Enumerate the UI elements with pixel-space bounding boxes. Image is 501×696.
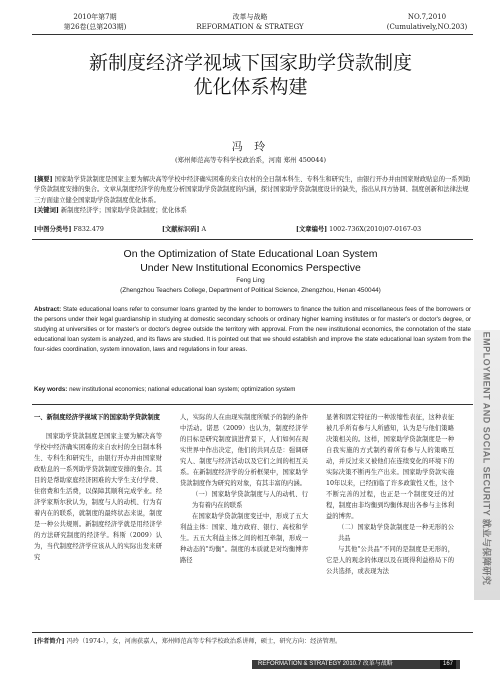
clc-code: [中图分类号] F832.479 [34, 226, 104, 233]
paragraph: 显著和固定特征的一种浓缩性表征，这种表征被几乎所有参与人所感知，认为是与他们策略决策相关的。这样，国家助学贷款制度是一种自我实施的方式制约着所有参与人的策略互动，并反过来又被他们在连续变化的环境下的实际决策不断再生产出来。国家助学贷款实施10年以来，已经面临了许多政策性又性，这个不断完善的过程，也正是一个制度变迁的过程，制度由非均衡到均衡体现出各参与主体利益的博弈。 [326, 414, 454, 520]
keywords-cn-text: 新制度经济学；国家助学贷款制度；优化体系 [60, 207, 187, 215]
paragraph: 国家助学贷款制度是国家主要为解决高等学校中经济确实困难的来自农村的全日制本科生、专科生和研究生，由银行开办并由国家财政贴息的一系列助学贷款制度安排的集合。其目的是帮助家庭经济困难的大学生支付学费、住宿费和生活费，以保障其顺利完成学业。经济学家斯尔狄认为，制度与人的动机、行为有着内在的联系，就制度的最终状态来说，制度是一种公共规则。新制度经济学就是用经济学的方法研究制度的经济学。科斯（2009）认为，当代制度经济学应该从人的实际出发来研究 [34, 433, 162, 561]
english-keywords [34, 385, 471, 395]
footer-journal: REFORMATION & STRATEGY 2010.7 改革与战略 [258, 661, 393, 667]
journal-name-cn: 改革与战略 [232, 13, 268, 21]
english-keywords-text: new institutional economics; national educational loan system; optimization system [69, 386, 296, 393]
english-abstract-label: Abstract: [34, 306, 62, 313]
author-bio-footnote [34, 637, 471, 647]
keywords-cn-label: [关键词] [34, 207, 59, 215]
paragraph: 与其他"公共品"不同的是制度是无形的，它是人的观念的体现以及在既得利益格局下的公共选择，或表现为法 [326, 546, 454, 575]
article-title-line1: 新制度经济学视域下国家助学贷款制度 [88, 52, 412, 74]
abstract-cn-text: 国家助学贷款制度是国家主要为解决高等学校中经济确实困难的来自农村的全日制本科生、专科生和研究生，由银行开办并由国家财政贴息的一系列助学贷款制度安排的集合。文章从制度经济学的角度分析国家助学贷款制度的内涵，探讨国家助学贷款制度设计的缺失，指出从四方协调、制度创新和法律法规三方面建立健全国家助学贷款制度优化体系。 [34, 176, 471, 204]
paragraph: 在国家助学贷款制度变迁中，形成了五大利益主体：国家、地方政府、银行、高校和学生。五五大利益主体之间的相互牵制，形成一种动态的"均衡"。制度的本质就是对均衡博弈路径 [180, 513, 308, 564]
english-author: Feng Ling [236, 277, 265, 284]
page-footer [252, 660, 460, 669]
abstract-rule [32, 239, 473, 240]
journal-issue [40, 12, 150, 32]
issue-line: 2010年第7期 [73, 13, 117, 21]
article-number: [文章编号] 1002-736X(2010)07-0167-03 [296, 226, 422, 233]
footnote-label: [作者简介] [34, 638, 65, 645]
body-column-2 [180, 412, 308, 566]
volume-line: 第26卷(总第203期) [63, 23, 127, 31]
section-heading: 一、新制度经济学视域下的国家助学贷款制度 [34, 414, 160, 421]
doc-code: [文献标识码] A [162, 226, 207, 233]
english-keywords-label: Key words: [34, 386, 68, 393]
author-name: 冯 玲 [231, 140, 270, 153]
body-column-1 [34, 412, 162, 563]
english-affiliation: (Zhengzhou Teachers College, Department of Political Science, Zhengzhou, Henan 450044) [120, 287, 381, 294]
author-affiliation: (郑州师范高等专科学校政治系，河南 郑州 450044) [174, 156, 327, 164]
body-column-3 [326, 412, 454, 577]
english-title-line1: On the Optimization of State Educational Loan System [123, 248, 378, 260]
journal-number [382, 12, 472, 32]
footnote-rule [32, 632, 473, 633]
english-abstract-text: State educational loans refer to consumer loans granted by the lender to borrowers to finance the tuition and miscellaneous fees of the borrowers or the persons under their legal guardianship in studying at domestic secondary schools or ordinary higher learning institutes or for master's or doctor's degree, or studying at universities or for master's or doctor's degree outside the territory with approval. From the new institutional economics, the connotation of the state educational loan system is analyzed, and its flaws are studied. It is pointed out that we should establish and improve the state educational loan system from the four-sides coordination, system innovation, laws and regulations in four areas. [34, 306, 471, 353]
english-abstract [34, 305, 471, 355]
footnote-text: 冯玲（1974-），女，河南获嘉人，郑州师范高等专科学校政治系讲师，硕士，研究方向：经济管理。 [66, 638, 342, 645]
side-tab-label: EMPLOYMENT AND SOCIAL SECURITY 就业与保障研究 [481, 331, 492, 586]
abstract-cn [34, 175, 471, 217]
header-rule [32, 34, 473, 35]
subsection-heading: （一）国家助学贷款制度与人的动机、行为有着内在的联系 [192, 491, 308, 509]
english-title-line2: Under New Institutional Economics Perspective [140, 262, 361, 274]
cumulative-line: (Cumulatively,NO.203) [386, 23, 468, 31]
abstract-cn-label: [摘要] [34, 176, 53, 183]
subsection-heading: （二）国家助学贷款制度是一种无形的公共品 [338, 524, 454, 542]
journal-name-en: REFORMATION & STRATEGY [196, 23, 304, 31]
page-number: 167 [440, 660, 456, 669]
section-side-tab [474, 330, 500, 600]
number-line: NO.7,2010 [407, 13, 447, 21]
body-rule [32, 404, 473, 405]
article-title-line2: 优化体系构建 [193, 76, 308, 98]
paragraph: 人，实际的人在由现实制度所赋予的制约条件中活动。诺思（2009）也认为，制度经济学的目标是研究制度演进背景下，人们如何在现实世界中作出决定，他们的共同点是：强调研究人、制度与经济活动以及它们之间的相互关系。在新制度经济学的分析框架中，国家助学贷款制度作为研究的对象，有其丰富的内涵。 [180, 414, 308, 487]
journal-name [170, 12, 330, 32]
